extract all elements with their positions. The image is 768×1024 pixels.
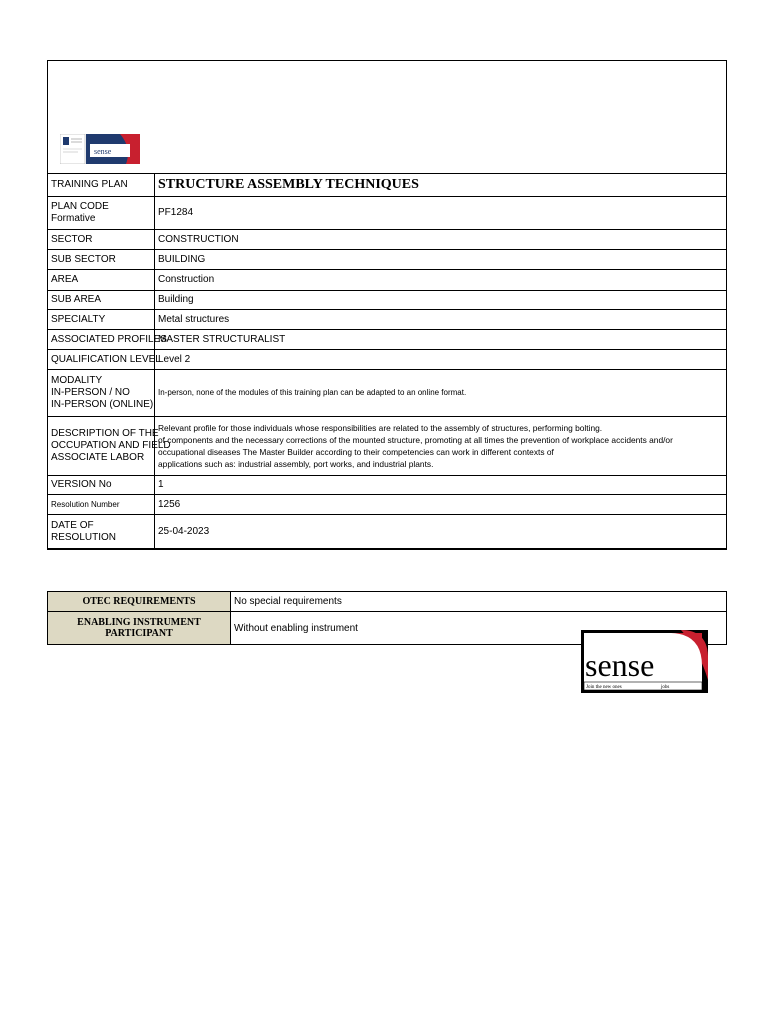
specialty-value: Metal structures — [155, 310, 727, 330]
table-row — [48, 250, 726, 270]
svg-text:sense: sense — [585, 647, 655, 683]
qualification-level-value: Level 2 — [155, 350, 727, 370]
sence-logo-small — [60, 134, 140, 164]
table-row — [48, 310, 726, 330]
modality-label-line2: IN-PERSON / NO — [51, 387, 130, 398]
associated-profiles-value: MASTER STRUCTURALIST — [155, 330, 727, 350]
date-of-resolution-label — [48, 515, 155, 549]
table-row — [48, 230, 726, 250]
resolution-number-value: 1256 — [155, 495, 727, 515]
training-plan-title: STRUCTURE ASSEMBLY TECHNIQUES — [155, 174, 727, 197]
enabling-instrument-line1: ENABLING INSTRUMENT — [77, 617, 201, 628]
plan-code-label-line1: PLAN CODE — [51, 201, 109, 212]
modality-label — [48, 370, 155, 417]
modality-label-line3: IN-PERSON (ONLINE) — [51, 399, 154, 410]
version-label: VERSION No — [48, 476, 155, 495]
table-row — [48, 476, 726, 495]
modality-label-line1: MODALITY — [51, 375, 103, 386]
description-value — [155, 417, 727, 476]
sub-area-value: Building — [155, 291, 727, 310]
otec-requirements-label: OTEC REQUIREMENTS — [48, 592, 231, 612]
table-row — [48, 515, 726, 549]
date-of-resolution-value: 25-04-2023 — [155, 515, 727, 549]
date-label-line1: DATE OF — [51, 519, 94, 531]
table-row — [48, 370, 726, 417]
description-line: Relevant profile for those individuals whose responsibilities are related to the assembly of structures, performing bolting. — [158, 423, 603, 433]
associated-profiles-label: ASSOCIATED PROFILES — [48, 330, 155, 350]
table-row — [48, 270, 726, 291]
modality-value: In-person, none of the modules of this training plan can be adapted to an online format. — [155, 370, 727, 417]
sub-sector-label: SUB SECTOR — [48, 250, 155, 270]
enabling-instrument-label — [48, 612, 231, 645]
resolution-number-label: Resolution Number — [48, 495, 155, 515]
description-line: of components and the necessary corrections of the mounted structure, promoting at all times the prevention of workplace accidents and/or — [158, 435, 673, 445]
description-label-line2: OCCUPATION AND FIELD — [51, 440, 171, 451]
table-row — [48, 350, 726, 370]
date-label-line2: RESOLUTION — [51, 531, 117, 543]
description-line: applications such as: industrial assembly, port works, and industrial plants. — [158, 459, 434, 469]
table-row — [48, 592, 727, 612]
sub-area-label: SUB AREA — [48, 291, 155, 310]
table-row — [48, 330, 726, 350]
sector-value: CONSTRUCTION — [155, 230, 727, 250]
area-label: AREA — [48, 270, 155, 291]
description-label — [48, 417, 171, 476]
description-label-line1: DESCRIPTION OF THE — [51, 428, 159, 439]
table-row — [48, 197, 726, 230]
enabling-instrument-value: Without enabling instrument — [231, 612, 727, 645]
plan-code-label — [48, 197, 155, 230]
enabling-instrument-line2: PARTICIPANT — [105, 628, 173, 639]
qualification-level-label: QUALIFICATION LEVEL — [48, 350, 155, 370]
otec-requirements-value: No special requirements — [231, 592, 727, 612]
area-value: Construction — [155, 270, 727, 291]
svg-text:sense: sense — [94, 147, 112, 156]
description-line: occupational diseases The Master Builder according to their competencies can work in different contexts of — [158, 447, 554, 457]
training-plan-box — [47, 60, 727, 550]
training-plan-table — [48, 173, 726, 549]
sub-sector-value: BUILDING — [155, 250, 727, 270]
table-row — [48, 174, 726, 197]
sence-logo-large — [581, 630, 708, 693]
plan-code-value: PF1284 — [155, 197, 727, 230]
table-row — [48, 291, 726, 310]
training-plan-label: TRAINING PLAN — [48, 174, 155, 197]
sector-label: SECTOR — [48, 230, 155, 250]
svg-text:Join the new ones: Join the new ones — [586, 685, 622, 690]
table-row — [48, 417, 726, 476]
description-label-line3: ASSOCIATE LABOR — [51, 452, 145, 463]
svg-text:jobs: jobs — [661, 685, 670, 690]
specialty-label: SPECIALTY — [48, 310, 155, 330]
plan-code-label-line2: Formative — [51, 213, 96, 224]
version-value: 1 — [155, 476, 727, 495]
table-row — [48, 495, 726, 515]
